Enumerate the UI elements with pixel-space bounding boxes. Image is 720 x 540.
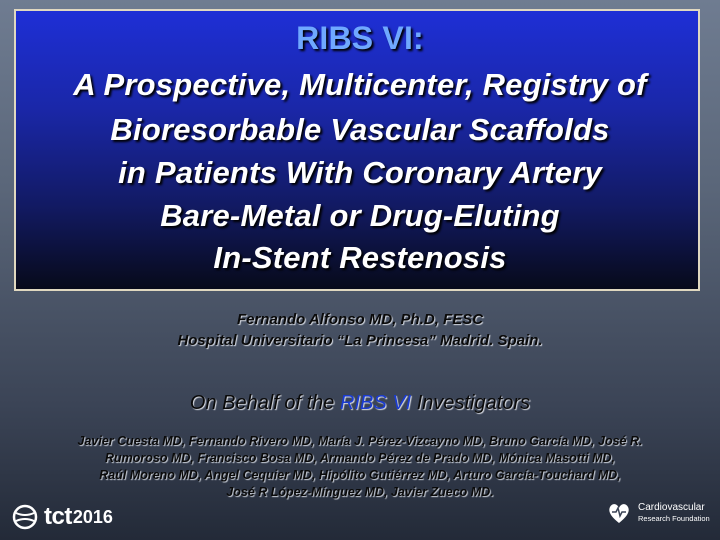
on-behalf-prefix: On Behalf of the	[189, 392, 340, 414]
title-heading: RIBS VI:	[296, 20, 424, 56]
investigators-line-2: Rumoroso MD, Francisco Bosa MD, Armando Pérez de Prado MD, Mónica Masotti MD,	[104, 451, 616, 465]
title-line-4: Bare-Metal or Drug-Eluting	[160, 198, 560, 233]
tct-logo-text: tct	[44, 503, 72, 530]
title-line-2: Bioresorbable Vascular Scaffolds	[110, 112, 610, 147]
crf-logo-line1: Cardiovascular	[638, 502, 705, 513]
tct-logo-year: 2016	[72, 506, 113, 527]
investigators-line-1: Javier Cuesta MD, Fernando Rivero MD, María J. Pérez-Vizcayno MD, Bruno García MD, José R.	[77, 434, 643, 448]
title-line-1: A Prospective, Multicenter, Registry of	[73, 67, 647, 102]
title-line-3: in Patients With Coronary Artery	[118, 155, 602, 190]
author-name: Fernando Alfonso MD, Ph.D, FESC	[236, 311, 484, 328]
on-behalf-accent: RIBS VI	[340, 392, 412, 414]
investigators-line-3: Raúl Moreno MD, Angel Cequier MD, Hipólito Gutiérrez MD, Arturo García-Touchard MD,	[99, 468, 621, 482]
on-behalf-suffix: Investigators	[411, 392, 531, 414]
investigators-line-4: José R López-Mínguez MD, Javier Zueco MD.	[226, 485, 494, 499]
author-affiliation: Hospital Universitario “La Princesa” Madrid. Spain.	[177, 332, 543, 349]
crf-logo-text	[638, 502, 710, 524]
tct-logo	[12, 502, 113, 532]
crf-logo-line2: Research Foundation	[638, 514, 710, 523]
tct-globe-icon	[12, 504, 38, 530]
crf-heart-icon	[606, 500, 632, 526]
title-line-5: In-Stent Restenosis	[213, 240, 507, 275]
on-behalf-line	[0, 390, 720, 416]
crf-logo	[606, 500, 710, 526]
